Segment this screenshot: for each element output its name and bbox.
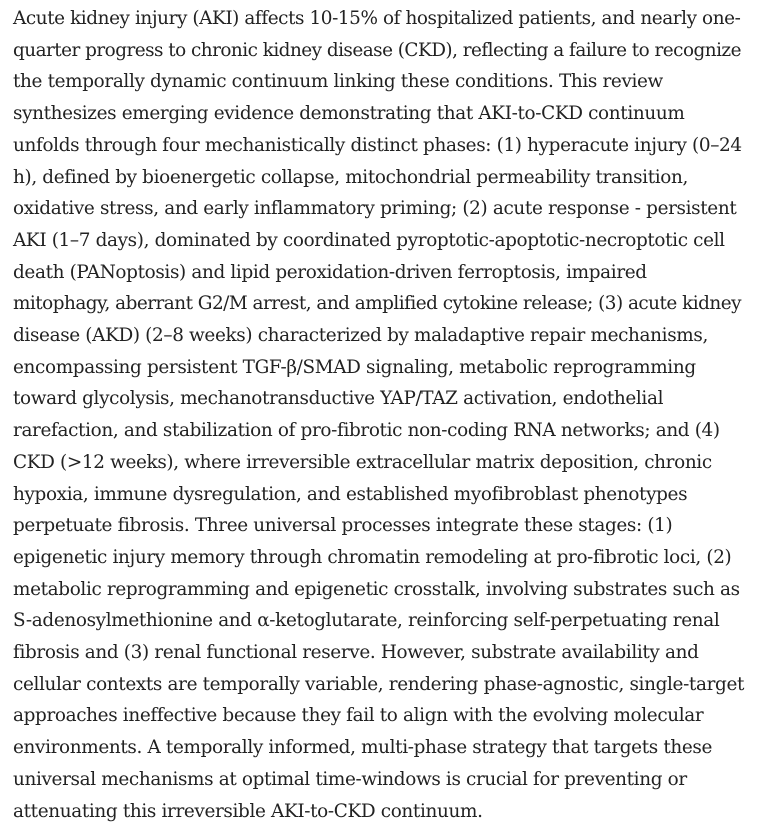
abstract-line: h), defined by bioenergetic collapse, mitochondrial permeability transition, <box>13 166 689 188</box>
abstract-line: Acute kidney injury (AKI) affects 10-15% of hospitalized patients, and nearly one- <box>13 8 741 29</box>
abstract-line: cellular contexts are temporally variable, rendering phase-agnostic, single-target <box>13 673 745 695</box>
abstract-line: epigenetic injury memory through chromatin remodeling at pro-fibrotic loci, (2) <box>13 546 732 568</box>
abstract-line: disease (AKD) (2–8 weeks) characterized by maladaptive repair mechanisms, <box>13 325 708 347</box>
abstract-line: attenuating this irreversible AKI-to-CKD continuum. <box>13 800 483 822</box>
abstract-line: environments. A temporally informed, multi-phase strategy that targets these <box>13 737 713 759</box>
abstract-line: mitophagy, aberrant G2/M arrest, and amplified cytokine release; (3) acute kidney <box>13 293 741 315</box>
abstract-line: encompassing persistent TGF-β/SMAD signaling, metabolic reprogramming <box>13 356 696 378</box>
abstract-line: hypoxia, immune dysregulation, and established myofibroblast phenotypes <box>13 483 688 505</box>
abstract-line: the temporally dynamic continuum linking these conditions. This review <box>13 71 663 93</box>
abstract-line: universal mechanisms at optimal time-windows is crucial for preventing or <box>13 768 687 790</box>
abstract-line: oxidative stress, and early inflammatory priming; (2) acute response - persistent <box>13 198 737 220</box>
abstract-line: approaches ineffective because they fail to align with the evolving molecular <box>13 705 704 727</box>
abstract-line: AKI (1–7 days), dominated by coordinated pyroptotic-apoptotic-necroptotic cell <box>13 229 725 251</box>
abstract-line: CKD (>12 weeks), where irreversible extracellular matrix deposition, chronic <box>13 451 712 473</box>
abstract-line: death (PANoptosis) and lipid peroxidation-driven ferroptosis, impaired <box>13 261 647 283</box>
abstract-line: toward glycolysis, mechanotransductive YAP/TAZ activation, endothelial <box>13 388 664 410</box>
abstract-line: metabolic reprogramming and epigenetic crosstalk, involving substrates such as <box>13 578 740 600</box>
abstract-line: quarter progress to chronic kidney disease (CKD), reflecting a failure to recognize <box>13 39 741 61</box>
abstract-line: S-adenosylmethionine and α-ketoglutarate, reinforcing self-perpetuating renal <box>13 610 720 632</box>
abstract-text <box>13 3 745 827</box>
abstract-line: rarefaction, and stabilization of pro-fibrotic non-coding RNA networks; and (4) <box>13 420 720 442</box>
abstract-line: perpetuate fibrosis. Three universal processes integrate these stages: (1) <box>13 515 673 537</box>
abstract-line: unfolds through four mechanistically distinct phases: (1) hyperacute injury (0–24 <box>13 134 742 156</box>
abstract-line: synthesizes emerging evidence demonstrating that AKI-to-CKD continuum <box>13 103 685 125</box>
abstract-line: fibrosis and (3) renal functional reserve. However, substrate availability and <box>13 642 699 664</box>
